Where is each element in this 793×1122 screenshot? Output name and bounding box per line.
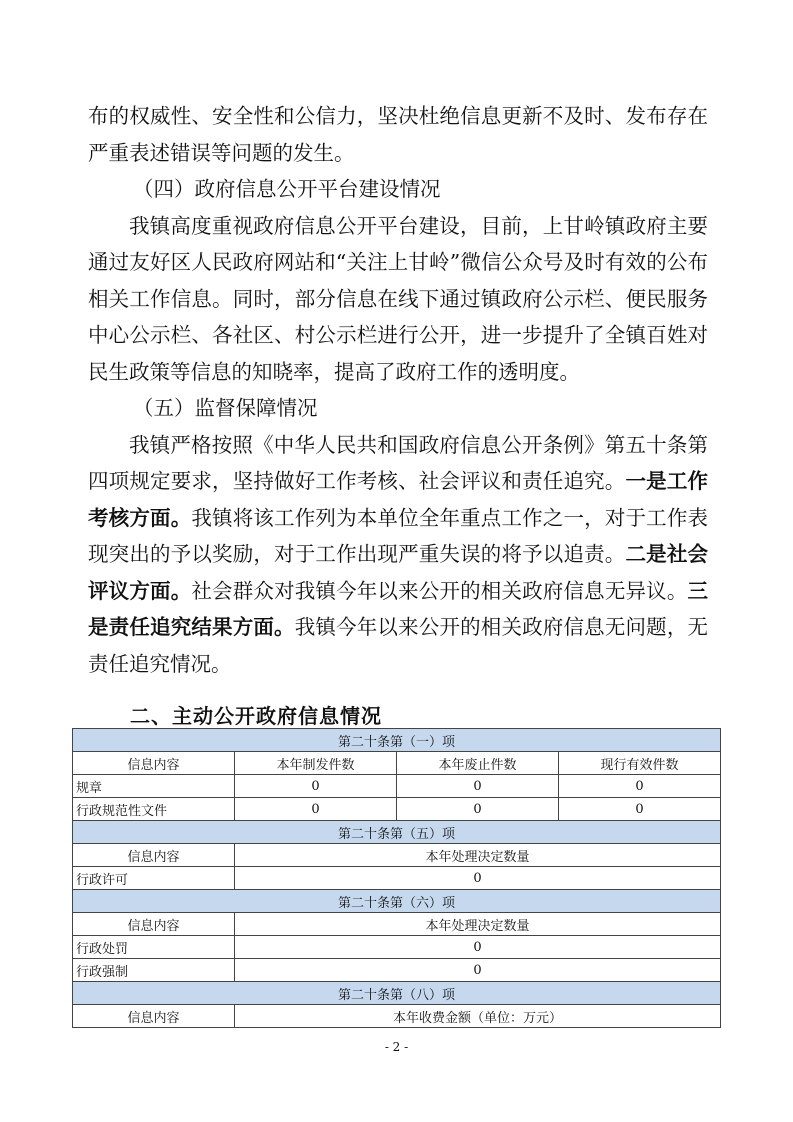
column-header: 现行有效件数: [559, 752, 721, 775]
row-label: 行政处罚: [73, 936, 235, 959]
row-label: 规章: [73, 775, 235, 798]
column-header: 信息内容: [73, 1005, 235, 1028]
column-header-row: [73, 1005, 721, 1028]
subheading-platform: （四）政府信息公开平台建设情况: [133, 177, 441, 201]
cell-value: 0: [397, 798, 559, 821]
section-header-row: [73, 729, 721, 752]
text-run: 我镇将该工作列为本单位全年重点工作之一，对于工作表现突出的予以奖励，对于工作出现严重失误的将予以追责。: [88, 505, 709, 566]
body-text: [88, 98, 708, 682]
disclosure-table: [72, 728, 721, 1028]
cell-value: 0: [235, 798, 397, 821]
paragraph-supervision: [88, 427, 708, 683]
table-row: [73, 798, 721, 821]
text-run: 我镇今年以来公开的相关政府信息无问题，无责任追究情况。: [88, 615, 709, 676]
row-label: 行政规范性文件: [73, 798, 235, 821]
column-header: 本年制发件数: [235, 752, 397, 775]
paragraph-continued: 布的权威性、安全性和公信力，坚决杜绝信息更新不及时、发布存在严重表述错误等问题的发生。: [88, 104, 708, 165]
cell-value: 0: [235, 959, 721, 982]
text-run: 我镇严格按照《中华人民共和国政府信息公开条例》第五十条第四项规定要求，坚持做好工作考核、社会评议和责任追究。: [88, 432, 708, 493]
table-row: [73, 936, 721, 959]
cell-value: 0: [559, 798, 721, 821]
column-header-row: [73, 752, 721, 775]
section-header: 第二十条第（八）项: [73, 982, 721, 1005]
bold-lead-2: 二是社会评议方面。: [88, 542, 709, 603]
column-header: 本年收费金额（单位：万元）: [235, 1005, 721, 1028]
bold-lead-1: 一是工作考核方面。: [88, 469, 709, 530]
row-label: 行政许可: [73, 867, 235, 890]
text-run: 社会群众对我镇今年以来公开的相关政府信息无异议。: [191, 578, 688, 603]
column-header-row: [73, 844, 721, 867]
cell-value: 0: [397, 775, 559, 798]
section-header-row: [73, 982, 721, 1005]
column-header: 信息内容: [73, 913, 235, 936]
column-header-row: [73, 913, 721, 936]
column-header: 本年处理决定数量: [235, 844, 721, 867]
paragraph-platform: 我镇高度重视政府信息公开平台建设，目前，上甘岭镇政府主要通过友好区人民政府网站和“关注上甘岭”微信公众号及时有效的公布相关工作信息。同时，部分信息在线下通过镇政府公示栏、便民服务中心公示栏、各社区、村公示栏进行公开，进一步提升了全镇百姓对民生政策等信息的知晓率，提高了政府工作的透明度。: [88, 213, 708, 384]
subheading-supervision: （五）监督保障情况: [133, 396, 318, 420]
cell-value: 0: [235, 775, 397, 798]
cell-value: 0: [235, 936, 721, 959]
column-header: 信息内容: [73, 844, 235, 867]
section-header: 第二十条第（一）项: [73, 729, 721, 752]
section-header: 第二十条第（六）项: [73, 890, 721, 913]
table-row: [73, 775, 721, 798]
table-row: [73, 959, 721, 982]
bold-lead-3: 三是责任追究结果方面。: [88, 578, 709, 639]
section-header-row: [73, 821, 721, 844]
section-header: 第二十条第（五）项: [73, 821, 721, 844]
cell-value: 0: [559, 775, 721, 798]
cell-value: 0: [235, 867, 721, 890]
section-title: 二、主动公开政府信息情况: [130, 704, 382, 728]
column-header: 信息内容: [73, 752, 235, 775]
column-header: 本年处理决定数量: [235, 913, 721, 936]
column-header: 本年废止件数: [397, 752, 559, 775]
row-label: 行政强制: [73, 959, 235, 982]
section-header-row: [73, 890, 721, 913]
table-row: [73, 867, 721, 890]
page-number: - 2 -: [384, 1040, 409, 1054]
